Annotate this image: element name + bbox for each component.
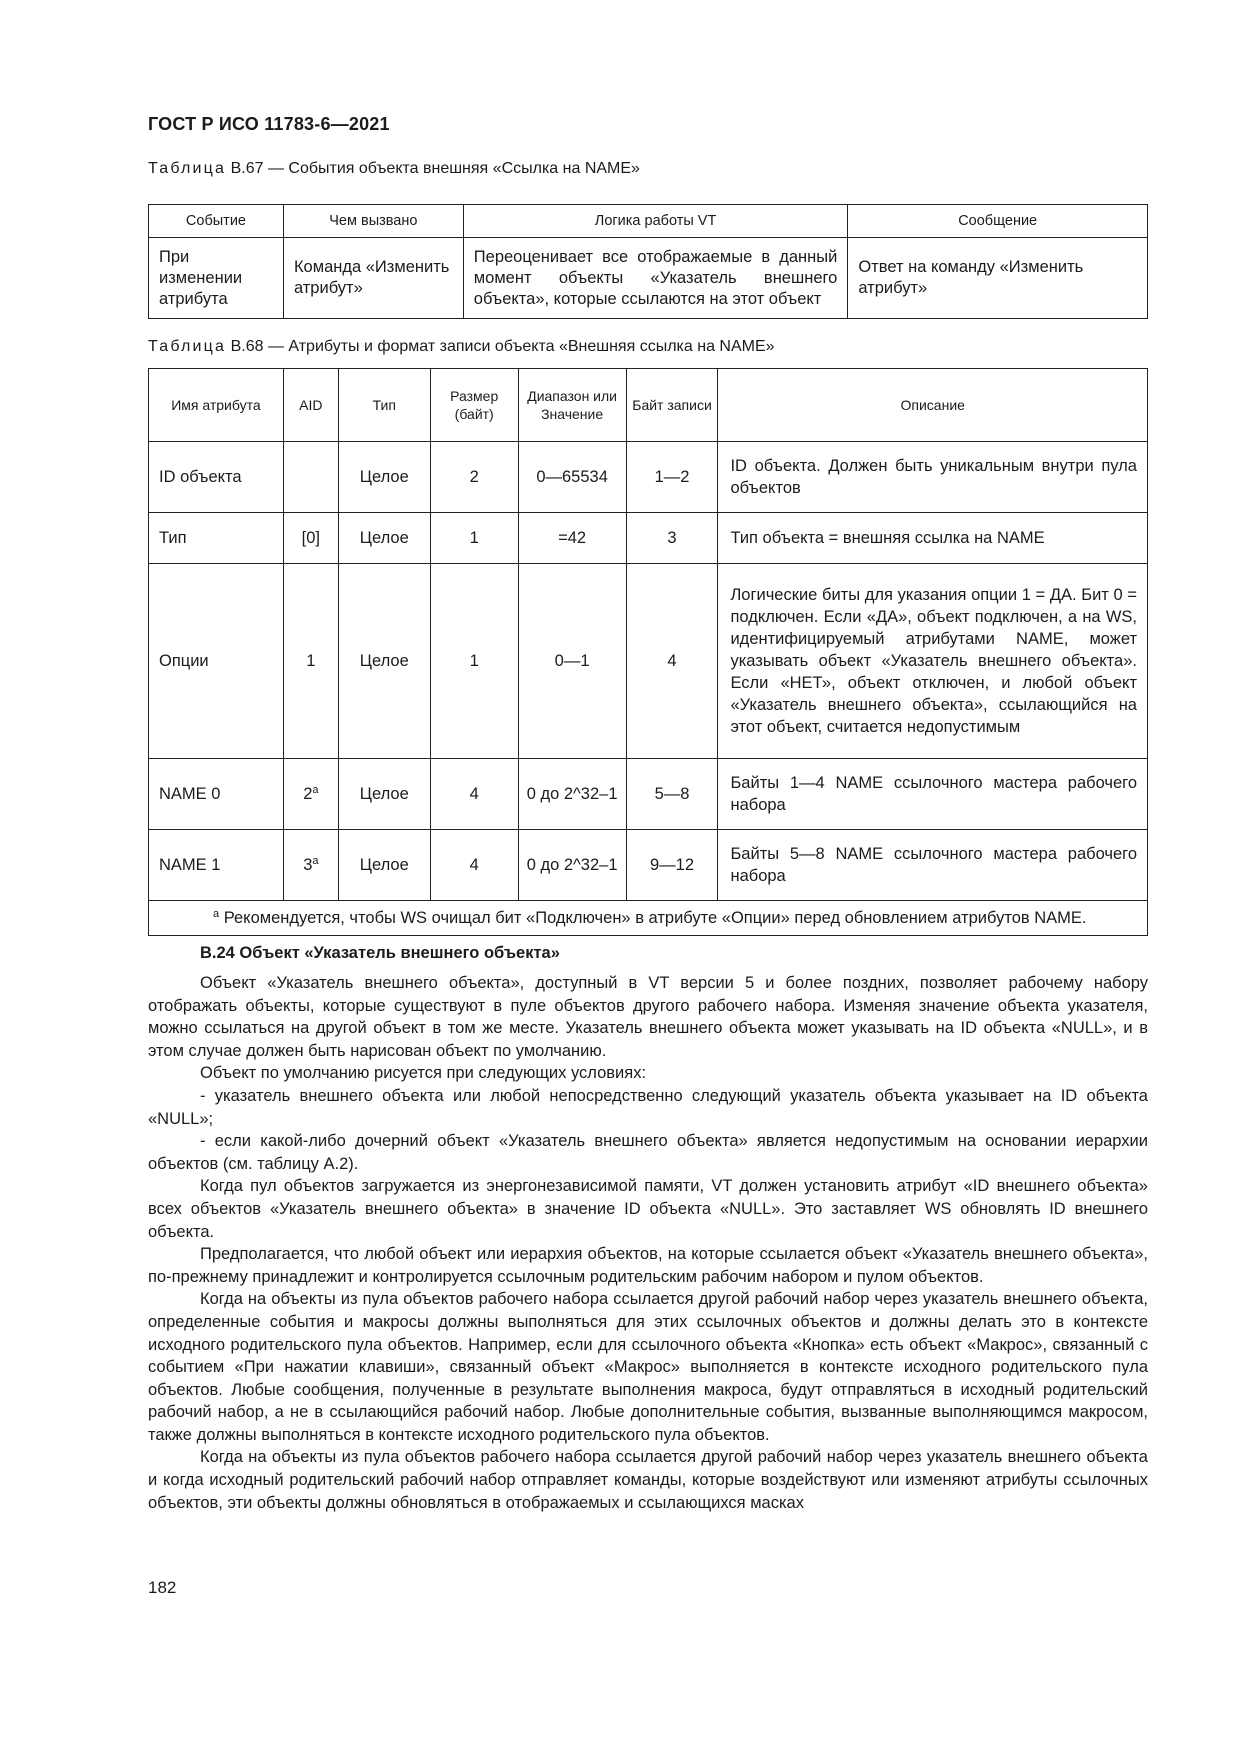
table-cell: 0—1 xyxy=(518,564,626,759)
col-header: Чем вызвано xyxy=(283,205,463,238)
aid-value: 2 xyxy=(303,785,313,803)
col-header: Описание xyxy=(718,369,1148,442)
col-header: AID xyxy=(283,369,338,442)
table-b68 xyxy=(148,368,1148,936)
table-row xyxy=(149,759,1148,830)
col-header: Тип xyxy=(338,369,430,442)
table-cell: Переоценивает все отображаемые в данный момент объекты «Указатель внешнего объекта», которые ссылаются на этот объект xyxy=(463,238,848,319)
table-cell: 0—65534 xyxy=(518,442,626,513)
document-header: ГОСТ Р ИСО 11783-6—2021 xyxy=(148,114,390,134)
table-cell: Целое xyxy=(338,513,430,564)
caption-text: В.68 — Атрибуты и формат записи объекта «Внешняя ссылка на NAME» xyxy=(226,338,775,355)
table-cell: 0 до 2^32–1 xyxy=(518,830,626,901)
table-cell: Байты 1—4 NAME ссылочного мастера рабочего набора xyxy=(718,759,1148,830)
table-cell xyxy=(283,759,338,830)
table-cell: NAME 0 xyxy=(149,759,284,830)
col-header: Размер (байт) xyxy=(430,369,518,442)
table-row xyxy=(149,564,1148,759)
table-cell xyxy=(283,442,338,513)
body-text xyxy=(148,972,1148,1514)
paragraph: Объект «Указатель внешнего объекта», доступный в VT версии 5 и более поздних, позволяет рабочему набору отображать объекты, которые существуют в пуле объектов другого рабочего набора. Изменяя значение объекта указателя, можно ссылаться на другой объект в том же месте. Указатель внешнего объекта может указывать на ID объекта «NULL», и в этом случае должен быть нарисован объект по умолчанию. xyxy=(148,974,1148,1060)
caption-word: Таблица xyxy=(148,160,227,177)
aid-value: 1 xyxy=(306,652,316,670)
table-row xyxy=(149,238,1148,319)
table-cell: 9—12 xyxy=(626,830,718,901)
table-cell xyxy=(283,513,338,564)
table-cell: Команда «Изменить атрибут» xyxy=(283,238,463,319)
table-cell: =42 xyxy=(518,513,626,564)
table-cell: 0 до 2^32–1 xyxy=(518,759,626,830)
table-header-row xyxy=(149,205,1148,238)
table-cell: При изменении атрибута xyxy=(149,238,284,319)
footnote-ref: a xyxy=(312,855,319,867)
caption-text: В.67 — События объекта внешняя «Ссылка на NAME» xyxy=(226,160,640,177)
table-cell: Целое xyxy=(338,564,430,759)
col-header: Диапазон или Значение xyxy=(518,369,626,442)
aid-value: 3 xyxy=(303,856,313,874)
table-cell xyxy=(283,830,338,901)
table-cell: 1 xyxy=(430,513,518,564)
table-cell: ID объекта. Должен быть уникальным внутри пула объектов xyxy=(718,442,1148,513)
col-header: Сообщение xyxy=(848,205,1148,238)
aid-value: [0] xyxy=(301,529,321,547)
caption-word: Таблица xyxy=(148,338,227,355)
table-row xyxy=(149,442,1148,513)
table-cell: Тип xyxy=(149,513,284,564)
table-cell: 3 xyxy=(626,513,718,564)
table-cell: 4 xyxy=(626,564,718,759)
table-cell: 4 xyxy=(430,759,518,830)
col-header: Байт записи xyxy=(626,369,718,442)
col-header: Событие xyxy=(149,205,284,238)
paragraph: - если какой-либо дочерний объект «Указатель внешнего объекта» является недопустимым на основании иерархии объектов (см. таблицу А.2). xyxy=(148,1132,1148,1173)
paragraph: Когда на объекты из пула объектов рабочего набора ссылается другой рабочий набор через указатель внешнего объекта, определенные события и макросы должны выполняться для этих ссылочных объектов и должны делать это в контексте исходного родительского пула объектов. Например, если для ссылочного объекта «Кнопка» есть объект «Макрос», связанный с событием «При нажатии клавиши», связанный объект «Макрос» выполняется в контексте исходного родительского пула объектов. Любые сообщения, полученные в результате выполнения макроса, будут отправляться в исходный родительский рабочий набор, а не в ссылающийся рабочий набор. Любые дополнительные события, вызванные выполняющимся макросом, также должны выполняться в контексте исходного родительского пула объектов. xyxy=(148,1290,1148,1444)
table-cell: 1 xyxy=(430,564,518,759)
table-cell: ID объекта xyxy=(149,442,284,513)
paragraph: Когда пул объектов загружается из энергонезависимой памяти, VT должен установить атрибут «ID внешнего объекта» всех объектов «Указатель внешнего объекта» в значение ID объекта «NULL». Это заставляет WS обновлять ID внешнего объекта. xyxy=(148,1177,1148,1241)
table-cell: Целое xyxy=(338,830,430,901)
table-cell: Байты 5—8 NAME ссылочного мастера рабочего набора xyxy=(718,830,1148,901)
col-header: Имя атрибута xyxy=(149,369,284,442)
table-cell: NAME 1 xyxy=(149,830,284,901)
table-cell: 4 xyxy=(430,830,518,901)
table-cell: Логические биты для указания опции 1 = ДА. Бит 0 = подключен. Если «ДА», объект подключен, а на WS, идентифицируемый атрибутами NAME, может указывать объект «Указатель внешнего объекта». Если «НЕТ», объект отключен, и любой объект «Указатель внешнего объекта», ссылающийся на этот объект, считается недопустимым xyxy=(718,564,1148,759)
table-b67 xyxy=(148,204,1148,319)
footnote-ref: a xyxy=(312,784,319,796)
table-row xyxy=(149,830,1148,901)
paragraph: - указатель внешнего объекта или любой непосредственно следующий указатель объекта указывает на ID объекта «NULL»; xyxy=(148,1086,1148,1128)
table-cell: 2 xyxy=(430,442,518,513)
table-cell: 5—8 xyxy=(626,759,718,830)
section-title: В.24 Объект «Указатель внешнего объекта» xyxy=(200,944,560,962)
paragraph: Объект по умолчанию рисуется при следующих условиях: xyxy=(200,1064,647,1083)
table-cell: Целое xyxy=(338,759,430,830)
table-header-row xyxy=(149,369,1148,442)
footnote-mark: a xyxy=(213,908,220,920)
col-header: Логика работы VT xyxy=(463,205,848,238)
table-footnote-row xyxy=(149,901,1148,936)
table-cell: Тип объекта = внешняя ссылка на NAME xyxy=(718,513,1148,564)
footnote-text: Рекомендуется, чтобы WS очищал бит «Подключен» в атрибуте «Опции» перед обновлением атрибутов NAME. xyxy=(219,909,1087,927)
table-row xyxy=(149,513,1148,564)
table-footnote xyxy=(149,901,1148,936)
table-cell: Опции xyxy=(149,564,284,759)
table-b67-caption xyxy=(148,160,640,178)
table-cell xyxy=(283,564,338,759)
table-b68-caption xyxy=(148,338,775,356)
paragraph: Предполагается, что любой объект или иерархия объектов, на которые ссылается объект «Указатель внешнего объекта», по-прежнему принадлежит и контролируется ссылочным родительским рабочим набором и пулом объектов. xyxy=(148,1245,1148,1286)
page-number: 182 xyxy=(148,1578,177,1597)
paragraph: Когда на объекты из пула объектов рабочего набора ссылается другой рабочий набор через указатель внешнего объекта и когда исходный родительский рабочий набор отправляет команды, которые воздействуют или изменяют атрибуты ссылочных объектов, эти объекты должны обновляться в отображаемых и ссылающихся масках xyxy=(148,1448,1148,1512)
table-cell: 1—2 xyxy=(626,442,718,513)
table-cell: Ответ на команду «Изменить атрибут» xyxy=(848,238,1148,319)
table-cell: Целое xyxy=(338,442,430,513)
